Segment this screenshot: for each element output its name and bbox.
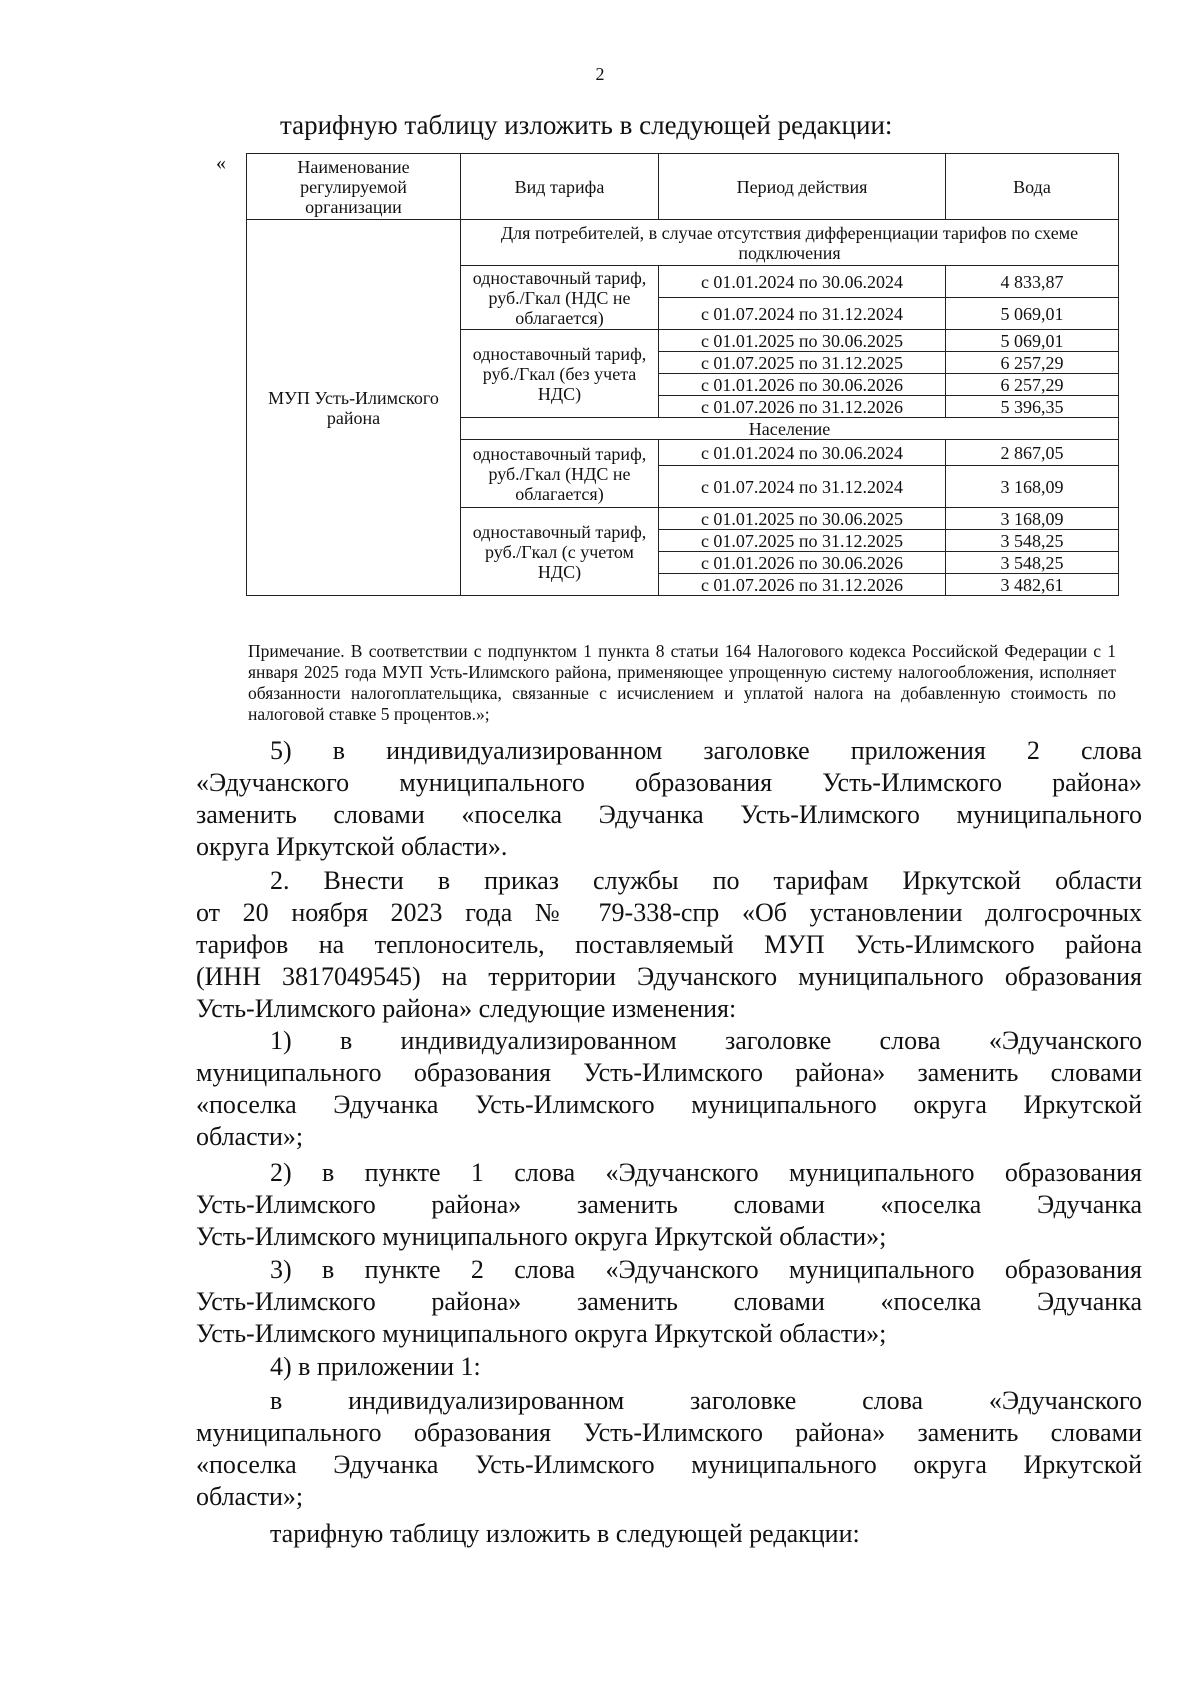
text-line: в индивидуализированном заголовке слова «Эдучанского bbox=[270, 1386, 1142, 1415]
period-cell: с 01.01.2024 по 30.06.2024 bbox=[659, 440, 946, 466]
paragraph-subitem-4-text bbox=[196, 1385, 1142, 1513]
text-line: Усть-Илимского района» заменить словами «поселка Эдучанка bbox=[196, 1287, 1142, 1316]
period-cell: с 01.07.2026 по 31.12.2026 bbox=[659, 396, 946, 418]
value-cell: 3 168,09 bbox=[946, 508, 1119, 530]
period-cell: с 01.07.2025 по 31.12.2025 bbox=[659, 530, 946, 552]
text-line: округа Иркутской области». bbox=[196, 832, 508, 861]
paragraph-item-5 bbox=[196, 735, 1142, 863]
table-header-row bbox=[247, 154, 1119, 220]
text-line: «поселка Эдучанка Усть-Илимского муниципального округа Иркутской bbox=[196, 1090, 1142, 1119]
text-line: области»; bbox=[196, 1482, 304, 1511]
text-line: от 20 ноября 2023 года № 79-338-спр «Об установлении долгосрочных bbox=[196, 898, 1142, 927]
intro-line: тарифную таблицу изложить в следующей редакции: bbox=[280, 110, 893, 140]
value-cell: 3 548,25 bbox=[946, 552, 1119, 574]
header-org: Наименование регулируемой организации bbox=[247, 154, 461, 220]
final-line bbox=[196, 1518, 1142, 1550]
paragraph-subitem-1 bbox=[196, 1025, 1142, 1153]
paragraph-subitem-4 bbox=[196, 1351, 1142, 1383]
header-period: Период действия bbox=[659, 154, 946, 220]
table-note: Примечание. В соответствии с подпунктом 1 пункта 8 статьи 164 Налогового кодекса Российской Федерации с 1 января 2025 года МУП Усть-Илимского района, применяющее упрощенную систему налогообложения, исполняет обязанности налогоплательщика, связанные с исчислением и уплатой налога на добавленную стоимость по налоговой ставке 5 процентов.»; bbox=[248, 641, 1116, 724]
text-line: 2. Внести в приказ службы по тарифам Иркутской области bbox=[270, 866, 1142, 895]
period-cell: с 01.01.2024 по 30.06.2024 bbox=[659, 266, 946, 298]
text-line: тарифов на теплоноситель, поставляемый МУП Усть-Илимского района bbox=[196, 930, 1142, 959]
value-cell: 6 257,29 bbox=[946, 352, 1119, 374]
text-line: «поселка Эдучанка Усть-Илимского муниципального округа Иркутской bbox=[196, 1450, 1142, 1479]
header-water: Вода bbox=[946, 154, 1119, 220]
tariff-type-cell: одноставочный тариф, руб./Гкал (с учетом НДС) bbox=[461, 508, 659, 596]
text-line: Усть-Илимского района» заменить словами «поселка Эдучанка bbox=[196, 1190, 1142, 1219]
opening-quote: « bbox=[216, 152, 226, 174]
paragraph-subitem-2 bbox=[196, 1157, 1142, 1253]
period-cell: с 01.07.2024 по 31.12.2024 bbox=[659, 466, 946, 508]
value-cell: 3 168,09 bbox=[946, 466, 1119, 508]
value-cell: 5 396,35 bbox=[946, 396, 1119, 418]
value-cell: 3 548,25 bbox=[946, 530, 1119, 552]
value-cell: 5 069,01 bbox=[946, 330, 1119, 352]
text-line: «Эдучанского муниципального образования Усть-Илимского района» bbox=[196, 768, 1142, 797]
tariff-type-cell: одноставочный тариф, руб./Гкал (без учета НДС) bbox=[461, 330, 659, 418]
org-name: МУП Усть-Илимского района bbox=[247, 220, 461, 596]
text-line: 4) в приложении 1: bbox=[270, 1352, 481, 1381]
text-line: тарифную таблицу изложить в следующей редакции: bbox=[270, 1519, 860, 1548]
page-number: 2 bbox=[595, 64, 605, 84]
text-line: муниципального образования Усть-Илимского района» заменить словами bbox=[196, 1058, 1142, 1087]
period-cell: с 01.01.2025 по 30.06.2025 bbox=[659, 508, 946, 530]
tariff-table bbox=[246, 153, 1119, 596]
section-title-population: Население bbox=[461, 418, 1119, 440]
value-cell: 6 257,29 bbox=[946, 374, 1119, 396]
text-line: 3) в пункте 2 слова «Эдучанского муниципального образования bbox=[270, 1255, 1142, 1284]
text-line: области»; bbox=[196, 1122, 304, 1151]
text-line: (ИНН 3817049545) на территории Эдучанского муниципального образования bbox=[196, 962, 1142, 991]
value-cell: 5 069,01 bbox=[946, 298, 1119, 330]
text-line: Усть-Илимского муниципального округа Иркутской области»; bbox=[196, 1222, 887, 1251]
text-line: 5) в индивидуализированном заголовке приложения 2 слова bbox=[270, 736, 1142, 765]
period-cell: с 01.01.2025 по 30.06.2025 bbox=[659, 330, 946, 352]
header-tariff-type: Вид тарифа bbox=[461, 154, 659, 220]
text-line: Усть-Илимского муниципального округа Иркутской области»; bbox=[196, 1319, 887, 1348]
text-line: 2) в пункте 1 слова «Эдучанского муниципального образования bbox=[270, 1158, 1142, 1187]
period-cell: с 01.01.2026 по 30.06.2026 bbox=[659, 552, 946, 574]
paragraph-subitem-3 bbox=[196, 1254, 1142, 1350]
tariff-type-cell: одноставочный тариф, руб./Гкал (НДС не облагается) bbox=[461, 266, 659, 330]
section-title-consumers: Для потребителей, в случае отсутствия дифференциации тарифов по схеме подключения bbox=[461, 220, 1119, 266]
tariff-type-cell: одноставочный тариф, руб./Гкал (НДС не облагается) bbox=[461, 440, 659, 508]
value-cell: 4 833,87 bbox=[946, 266, 1119, 298]
period-cell: с 01.07.2026 по 31.12.2026 bbox=[659, 574, 946, 596]
text-line: Усть-Илимского района» следующие изменения: bbox=[196, 994, 737, 1023]
value-cell: 3 482,61 bbox=[946, 574, 1119, 596]
paragraph-point-2 bbox=[196, 865, 1142, 1025]
text-line: муниципального образования Усть-Илимского района» заменить словами bbox=[196, 1418, 1142, 1447]
text-line: 1) в индивидуализированном заголовке слова «Эдучанского bbox=[270, 1026, 1142, 1055]
period-cell: с 01.01.2026 по 30.06.2026 bbox=[659, 374, 946, 396]
period-cell: с 01.07.2024 по 31.12.2024 bbox=[659, 298, 946, 330]
text-line: заменить словами «поселка Эдучанка Усть-Илимского муниципального bbox=[196, 800, 1142, 829]
value-cell: 2 867,05 bbox=[946, 440, 1119, 466]
period-cell: с 01.07.2025 по 31.12.2025 bbox=[659, 352, 946, 374]
